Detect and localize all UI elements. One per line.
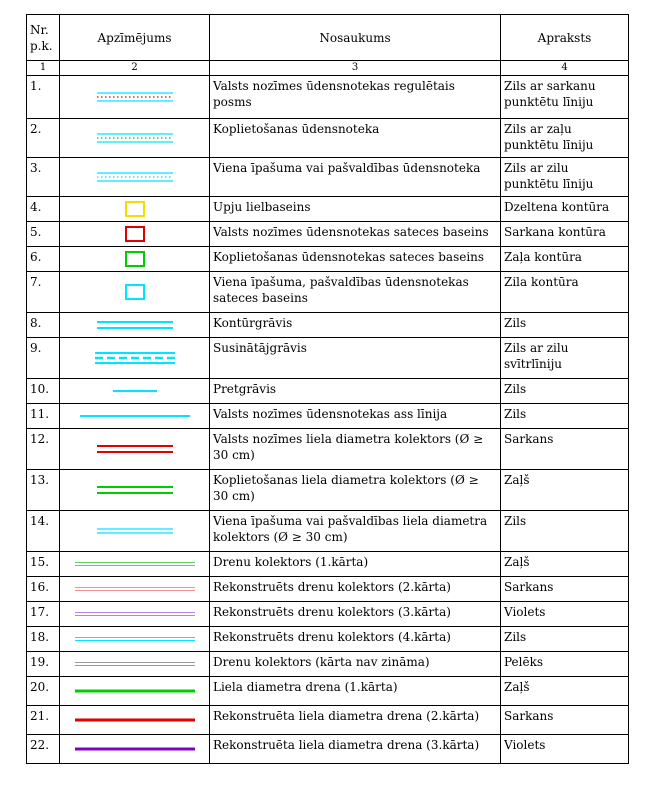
gray-double-long-icon	[60, 652, 210, 676]
row-number: 14.	[27, 511, 60, 552]
legend-row	[27, 577, 629, 602]
symbol-cell	[60, 379, 210, 404]
legend-row	[27, 652, 629, 677]
yellow-box-icon	[60, 197, 210, 221]
row-name: Koplietošanas ūdensnoteka	[210, 119, 501, 158]
legend-body	[27, 76, 629, 764]
row-name: Valsts nozīmes ūdensnotekas ass līnija	[210, 404, 501, 429]
row-name: Kontūrgrāvis	[210, 313, 501, 338]
row-number: 5.	[27, 222, 60, 247]
legend-row	[27, 627, 629, 652]
row-description: Sarkans	[501, 706, 629, 735]
row-number: 4.	[27, 197, 60, 222]
yellow-box-stroke	[126, 202, 144, 216]
row-description: Zils	[501, 313, 629, 338]
legend-row	[27, 735, 629, 764]
column-number: 2	[60, 61, 210, 76]
row-number: 12.	[27, 429, 60, 470]
row-description: Zils ar zilu svītrlīniju	[501, 338, 629, 379]
row-description: Violets	[501, 735, 629, 764]
legend-row	[27, 429, 629, 470]
row-description: Zils ar zaļu punktētu līniju	[501, 119, 629, 158]
row-name: Viena īpašuma vai pašvaldības liela diametra kolektors (Ø ≥ 30 cm)	[210, 511, 501, 552]
header-symbol: Apzīmējums	[60, 15, 210, 61]
row-description: Zaļš	[501, 552, 629, 577]
header-row	[27, 15, 629, 61]
row-number: 19.	[27, 652, 60, 677]
green-box-icon	[60, 247, 210, 271]
header-description: Apraksts	[501, 15, 629, 61]
column-number: 4	[501, 61, 629, 76]
legend-row	[27, 379, 629, 404]
row-description: Zils	[501, 404, 629, 429]
legend-row	[27, 272, 629, 313]
column-number-row	[27, 61, 629, 76]
cyan-double-dashed-icon	[60, 338, 210, 378]
legend-row	[27, 222, 629, 247]
red-box-icon	[60, 222, 210, 246]
row-number: 6.	[27, 247, 60, 272]
pink-double-long-icon	[60, 577, 210, 601]
row-description: Sarkans	[501, 577, 629, 602]
row-number: 21.	[27, 706, 60, 735]
row-number: 16.	[27, 577, 60, 602]
row-number: 22.	[27, 735, 60, 764]
row-description: Zaļš	[501, 677, 629, 706]
symbol-cell	[60, 338, 210, 379]
row-description: Zils	[501, 627, 629, 652]
symbol-cell	[60, 677, 210, 706]
green-double-long-icon	[60, 552, 210, 576]
symbol-cell	[60, 706, 210, 735]
row-description: Zaļa kontūra	[501, 247, 629, 272]
row-description: Zils ar sarkanu punktētu līniju	[501, 76, 629, 119]
row-number: 13.	[27, 470, 60, 511]
row-name: Koplietošanas liela diametra kolektors (Ø ≥ 30 cm)	[210, 470, 501, 511]
symbol-cell	[60, 272, 210, 313]
legend-row	[27, 313, 629, 338]
row-number: 10.	[27, 379, 60, 404]
symbol-cell	[60, 735, 210, 764]
symbol-cell	[60, 197, 210, 222]
row-name: Upju lielbaseins	[210, 197, 501, 222]
green-double-icon	[60, 470, 210, 510]
legend-row	[27, 197, 629, 222]
cyan-double-thick-icon	[60, 313, 210, 337]
symbol-cell	[60, 247, 210, 272]
green-thick-icon	[60, 677, 210, 705]
cyan-short-icon	[60, 379, 210, 403]
row-number: 17.	[27, 602, 60, 627]
legend-table	[26, 14, 629, 764]
symbol-cell	[60, 313, 210, 338]
symbol-cell	[60, 158, 210, 197]
row-description: Sarkana kontūra	[501, 222, 629, 247]
symbol-cell	[60, 602, 210, 627]
header-nr: Nr. p.k.	[27, 15, 60, 61]
red-double-icon	[60, 429, 210, 469]
legend-row	[27, 602, 629, 627]
row-number: 8.	[27, 313, 60, 338]
row-number: 3.	[27, 158, 60, 197]
row-number: 11.	[27, 404, 60, 429]
cyan-box-icon	[60, 272, 210, 312]
row-name: Rekonstruēts drenu kolektors (2.kārta)	[210, 577, 501, 602]
row-name: Valsts nozīmes ūdensnotekas sateces baseins	[210, 222, 501, 247]
row-name: Rekonstruēts drenu kolektors (4.kārta)	[210, 627, 501, 652]
legend-row	[27, 158, 629, 197]
legend-row	[27, 706, 629, 735]
cyan-double-red-dotted-icon	[60, 76, 210, 118]
symbol-cell	[60, 404, 210, 429]
legend-row	[27, 552, 629, 577]
row-number: 7.	[27, 272, 60, 313]
row-name: Liela diametra drena (1.kārta)	[210, 677, 501, 706]
row-name: Drenu kolektors (kārta nav zināma)	[210, 652, 501, 677]
violet-double-long-icon	[60, 602, 210, 626]
purple-thick-icon	[60, 735, 210, 763]
row-name: Viena īpašuma vai pašvaldības ūdensnoteka	[210, 158, 501, 197]
legend-row	[27, 338, 629, 379]
green-box-stroke	[126, 252, 144, 266]
row-description: Sarkans	[501, 429, 629, 470]
symbol-cell	[60, 627, 210, 652]
symbol-cell	[60, 222, 210, 247]
row-number: 15.	[27, 552, 60, 577]
header-name: Nosaukums	[210, 15, 501, 61]
legend-row	[27, 470, 629, 511]
legend-row	[27, 247, 629, 272]
row-name: Rekonstruēta liela diametra drena (2.kārta)	[210, 706, 501, 735]
row-name: Drenu kolektors (1.kārta)	[210, 552, 501, 577]
symbol-cell	[60, 511, 210, 552]
row-name: Valsts nozīmes ūdensnotekas regulētais posms	[210, 76, 501, 119]
row-name: Pretgrāvis	[210, 379, 501, 404]
row-description: Zils	[501, 379, 629, 404]
column-number: 1	[27, 61, 60, 76]
cyan-double-thin-icon	[60, 511, 210, 551]
row-name: Rekonstruēta liela diametra drena (3.kārta)	[210, 735, 501, 764]
legend-row	[27, 404, 629, 429]
cyan-double-green-dotted-icon	[60, 119, 210, 157]
row-number: 9.	[27, 338, 60, 379]
red-box-stroke	[126, 227, 144, 241]
cyan-double-cyan-dotted-icon	[60, 158, 210, 196]
row-name: Rekonstruēts drenu kolektors (3.kārta)	[210, 602, 501, 627]
symbol-cell	[60, 429, 210, 470]
legend-row	[27, 119, 629, 158]
symbol-cell	[60, 552, 210, 577]
cyan-double-long-icon	[60, 627, 210, 651]
row-description: Zils	[501, 511, 629, 552]
symbol-cell	[60, 577, 210, 602]
symbol-cell	[60, 470, 210, 511]
symbol-cell	[60, 652, 210, 677]
row-number: 18.	[27, 627, 60, 652]
cyan-long-icon	[60, 404, 210, 428]
column-number: 3	[210, 61, 501, 76]
row-description: Zils ar zilu punktētu līniju	[501, 158, 629, 197]
symbol-cell	[60, 119, 210, 158]
row-name: Susinātājgrāvis	[210, 338, 501, 379]
row-number: 20.	[27, 677, 60, 706]
row-number: 1.	[27, 76, 60, 119]
row-description: Violets	[501, 602, 629, 627]
row-description: Dzeltena kontūra	[501, 197, 629, 222]
cyan-box-stroke	[126, 285, 144, 299]
symbol-cell	[60, 76, 210, 119]
row-name: Koplietošanas ūdensnotekas sateces baseins	[210, 247, 501, 272]
legend-row	[27, 677, 629, 706]
legend-row	[27, 76, 629, 119]
row-description: Zaļš	[501, 470, 629, 511]
red-thick-icon	[60, 706, 210, 734]
row-description: Zila kontūra	[501, 272, 629, 313]
row-number: 2.	[27, 119, 60, 158]
row-name: Valsts nozīmes liela diametra kolektors (Ø ≥ 30 cm)	[210, 429, 501, 470]
legend-row	[27, 511, 629, 552]
row-description: Pelēks	[501, 652, 629, 677]
row-name: Viena īpašuma, pašvaldības ūdensnotekas sateces baseins	[210, 272, 501, 313]
